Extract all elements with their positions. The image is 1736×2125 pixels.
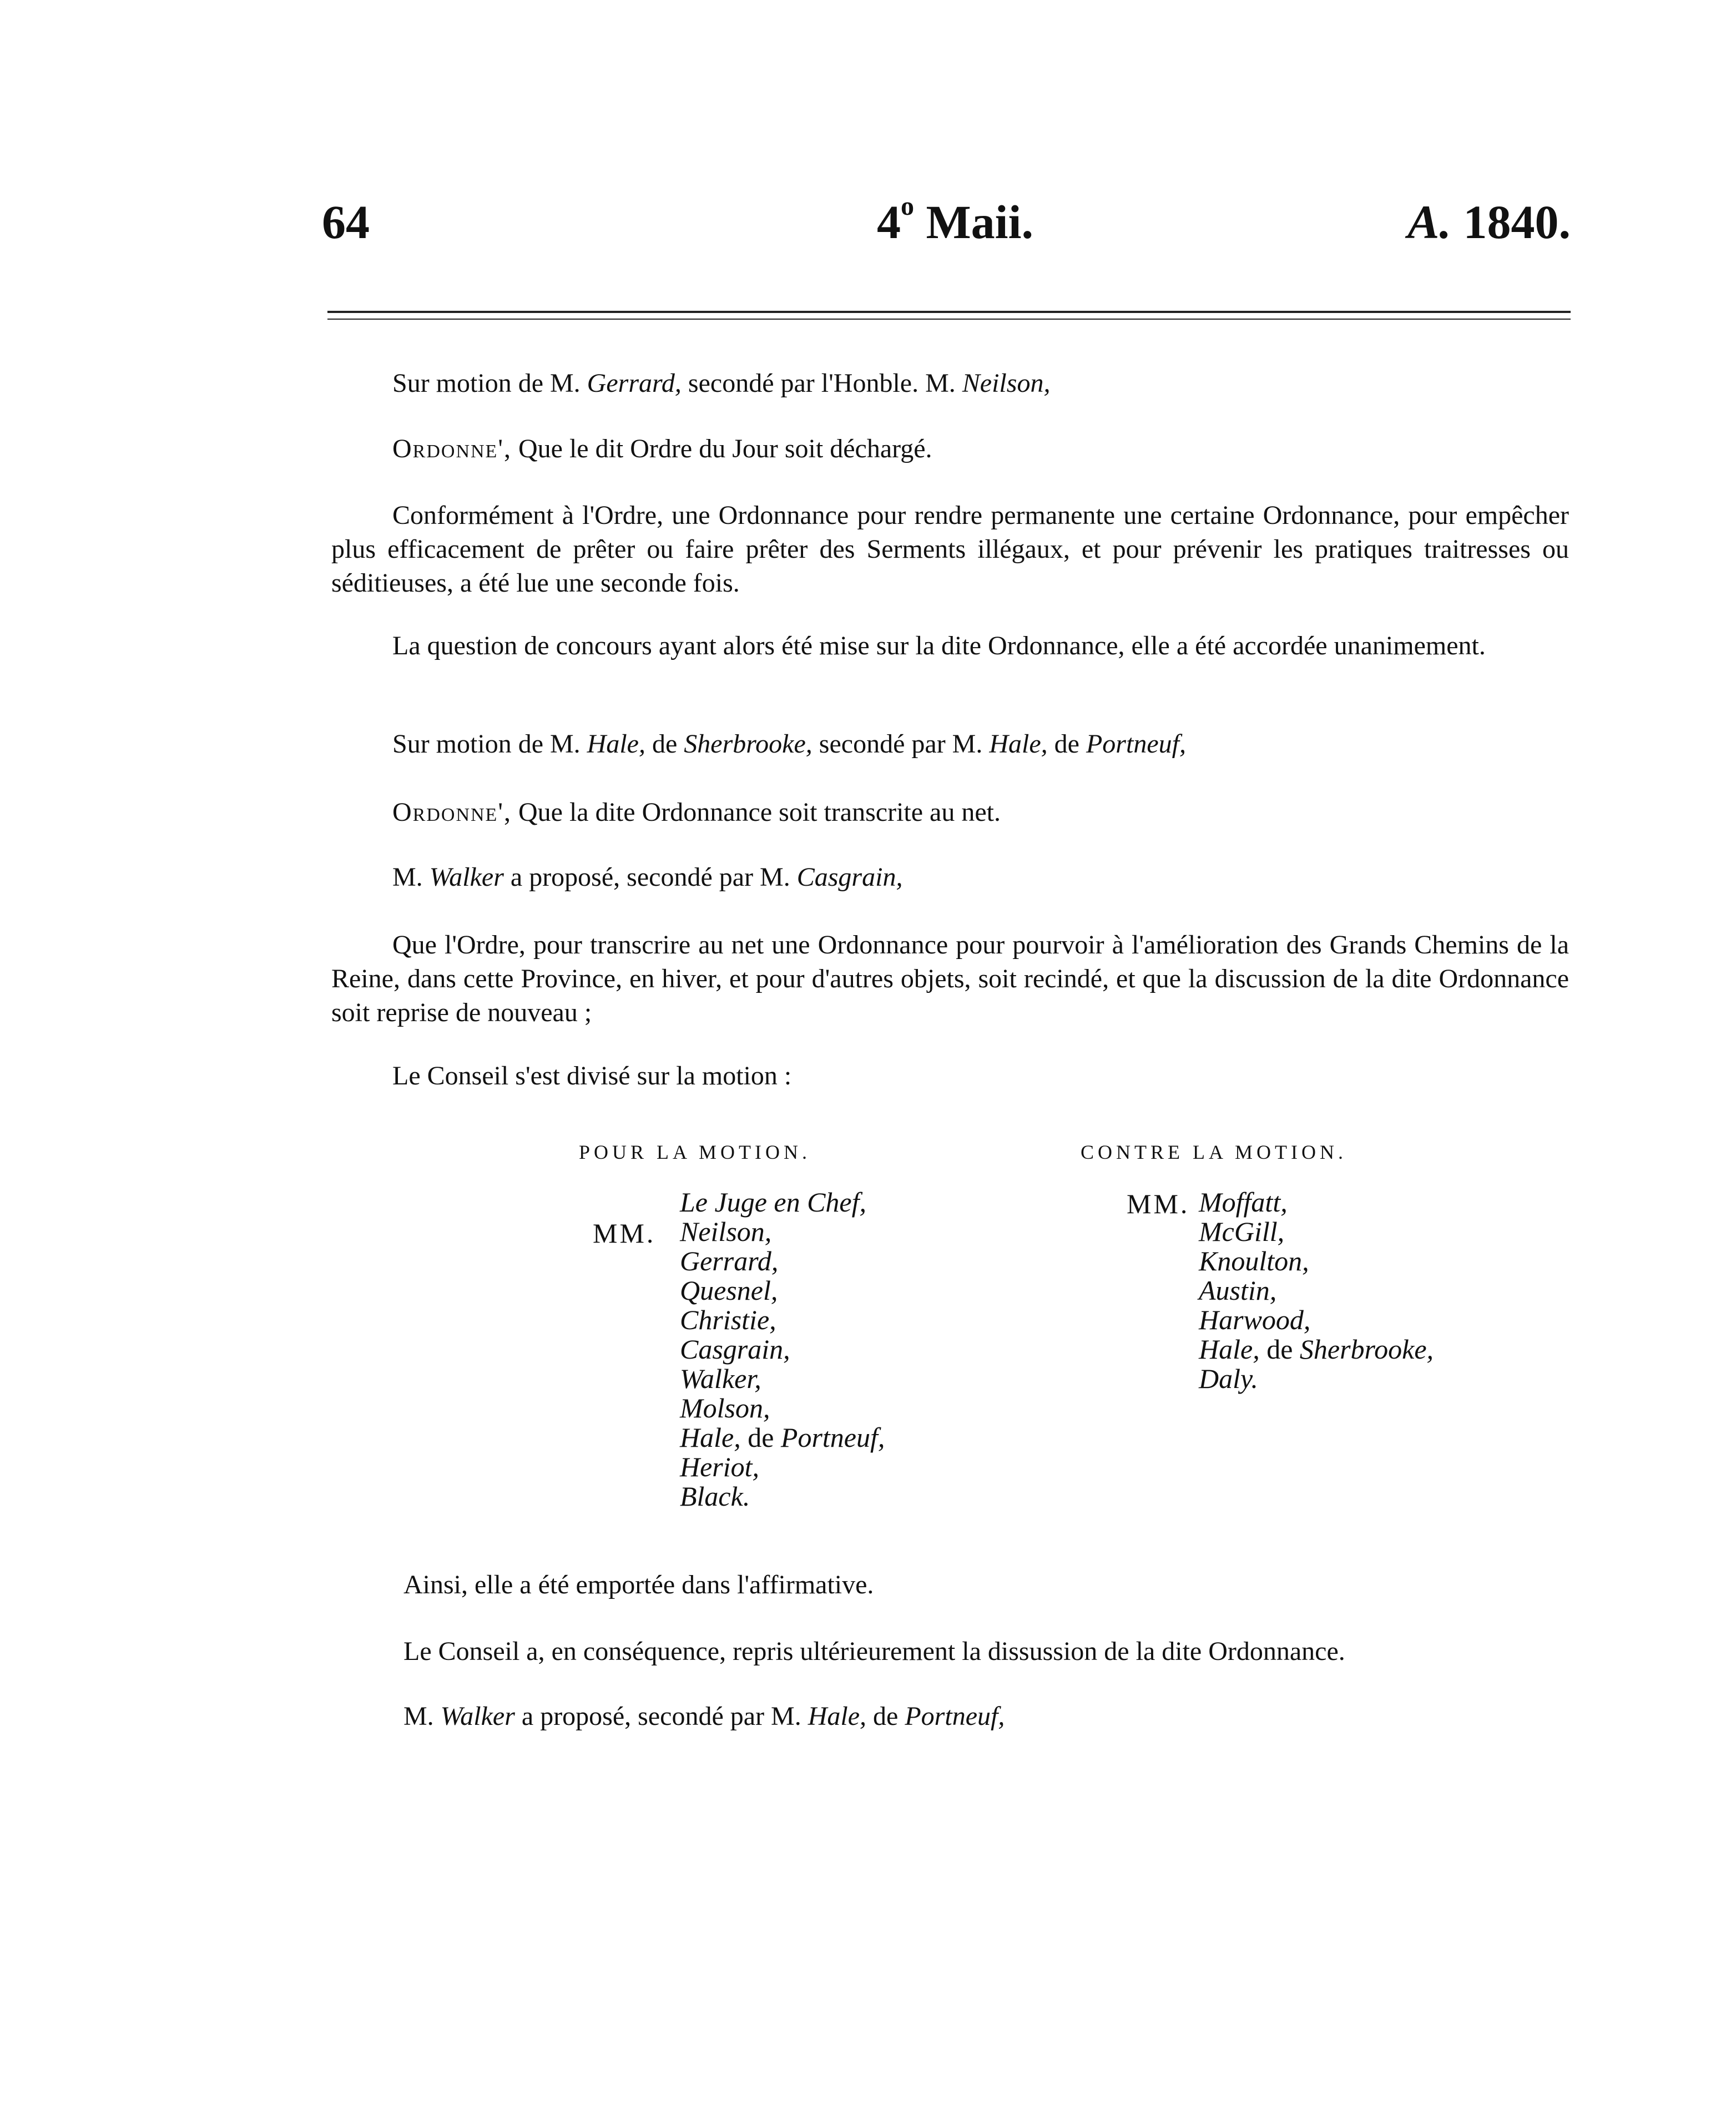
list-item (680, 1335, 885, 1364)
name-hale: Hale, (587, 729, 645, 759)
contre-heading: CONTRE LA MOTION. (1081, 1141, 1347, 1163)
voter-name: Daly. (1199, 1363, 1258, 1394)
contre-list (1199, 1188, 1434, 1394)
list-item (1199, 1276, 1434, 1305)
text: Sur motion de M. (392, 369, 587, 398)
header-rule (327, 311, 1571, 313)
text: secondé par l'Honble. M. (681, 369, 962, 398)
motion-walker-2 (403, 1699, 1641, 1733)
name-hale: Hale, (989, 729, 1048, 759)
motion-hale (331, 727, 1630, 761)
resumed-discussion-paragraph: Le Conseil a, en conséquence, repris ultérieurement la dissussion de la dite Ordonnance. (403, 1637, 1345, 1666)
voter-name: Molson, (680, 1392, 770, 1424)
voter-name: Knoulton, (1199, 1245, 1309, 1276)
concurrence-paragraph: La question de concours ayant alors été mise sur la dite Ordonnance, elle a été accordée unanimement. (392, 631, 1486, 660)
list-item (680, 1452, 885, 1482)
motion-walker (331, 860, 1630, 894)
list-item (680, 1246, 885, 1276)
list-item (680, 1482, 885, 1511)
text: de (1047, 729, 1086, 759)
motion-gerrard (331, 366, 1630, 400)
text: de (1259, 1334, 1300, 1365)
voter-name: Harwood, (1199, 1304, 1311, 1335)
header-year (1407, 194, 1571, 250)
rescind-paragraph: Que l'Ordre, pour transcrire au net une Ordonnance pour pourvoir à l'amélioration des Grands Chemins de la Reine, dans cette Province, en hiver, et pour d'autres objets, soit recindé, et que la discussion de la dite Ordonnance soit reprise de nouveau ; (331, 930, 1569, 1027)
list-item (1199, 1217, 1434, 1246)
voter-name: Heriot, (680, 1451, 760, 1482)
list-item (680, 1305, 885, 1335)
date-number: 4 (877, 195, 901, 249)
name-casgrain: Casgrain, (796, 862, 903, 892)
voter-name: Austin, (1199, 1275, 1277, 1306)
pour-list (680, 1188, 885, 1511)
page-header (322, 191, 1571, 266)
name-walker: Walker (440, 1702, 515, 1731)
text: M. (403, 1702, 441, 1731)
list-item (680, 1276, 885, 1305)
voter-name: Neilson, (680, 1216, 772, 1247)
list-item (1199, 1364, 1434, 1394)
ordonne-label: Ordonne', (392, 797, 512, 827)
list-item (680, 1217, 885, 1246)
year-prefix: A. (1407, 195, 1451, 249)
affirmative-paragraph: Ainsi, elle a été emportée dans l'affirmative. (403, 1570, 874, 1599)
voter-place: Sherbrooke, (1299, 1334, 1434, 1365)
division-paragraph: Le Conseil s'est divisé sur la motion : (392, 1061, 792, 1091)
text: a proposé, secondé par M. (514, 1702, 808, 1731)
voter-name: Gerrard, (680, 1245, 779, 1276)
voter-name: Hale, (1199, 1334, 1260, 1365)
second-reading-paragraph: Conformément à l'Ordre, une Ordonnance pour rendre permanente une certaine Ordonnance, pour empêcher plus efficacement de prêter ou faire prêter des Serments illégaux, et pour prévenir les pratiques traitresses ou séditieuses, a été lue une seconde fois. (331, 501, 1569, 598)
name-neilson: Neilson, (962, 369, 1051, 398)
mm-label-pour: MM. (593, 1218, 656, 1249)
voter-name: Hale, (680, 1422, 741, 1453)
list-item (680, 1423, 885, 1452)
list-item (680, 1364, 885, 1394)
voter-name: Le Juge en Chef, (680, 1187, 867, 1218)
header-date (877, 191, 1033, 250)
list-item (1199, 1305, 1434, 1335)
ordonne-label: Ordonne', (392, 434, 512, 463)
mm-label-contre: MM. (1127, 1188, 1190, 1219)
list-item (1199, 1246, 1434, 1276)
voter-name: Black. (680, 1481, 750, 1512)
text: Sur motion de M. (392, 729, 587, 759)
text: de (645, 729, 684, 759)
place-sherbrooke: Sherbrooke, (684, 729, 813, 759)
date-word: Maii. (926, 195, 1033, 249)
text: de (866, 1702, 905, 1731)
page-number: 64 (322, 195, 370, 249)
header-rule-thin (327, 319, 1571, 320)
voter-name: Quesnel, (680, 1275, 778, 1306)
ordonne-discharge (331, 432, 1630, 466)
text: M. (392, 862, 430, 892)
list-item (680, 1188, 885, 1217)
pour-heading: POUR LA MOTION. (579, 1141, 811, 1163)
name-walker: Walker (429, 862, 504, 892)
voter-name: Moffatt, (1199, 1187, 1288, 1218)
voter-name: McGill, (1199, 1216, 1285, 1247)
date-superscript: o (901, 191, 914, 221)
voter-name: Casgrain, (680, 1334, 790, 1365)
list-item (680, 1394, 885, 1423)
text: secondé par M. (812, 729, 990, 759)
ordonne-transcribe (331, 795, 1630, 829)
name-hale: Hale, (808, 1702, 867, 1731)
voter-name: Christie, (680, 1304, 776, 1335)
voter-place: Portneuf, (780, 1422, 885, 1453)
voter-name: Walker, (680, 1363, 761, 1394)
place-portneuf: Portneuf, (1086, 729, 1186, 759)
text: Que la dite Ordonnance soit transcrite au net. (511, 797, 1001, 827)
text: de (740, 1422, 781, 1453)
year-value: 1840. (1463, 195, 1571, 249)
text: Que le dit Ordre du Jour soit déchargé. (511, 434, 932, 463)
place-portneuf: Portneuf, (905, 1702, 1005, 1731)
list-item (1199, 1335, 1434, 1364)
list-item (1199, 1188, 1434, 1217)
text: a proposé, secondé par M. (503, 862, 797, 892)
name-gerrard: Gerrard, (587, 369, 682, 398)
